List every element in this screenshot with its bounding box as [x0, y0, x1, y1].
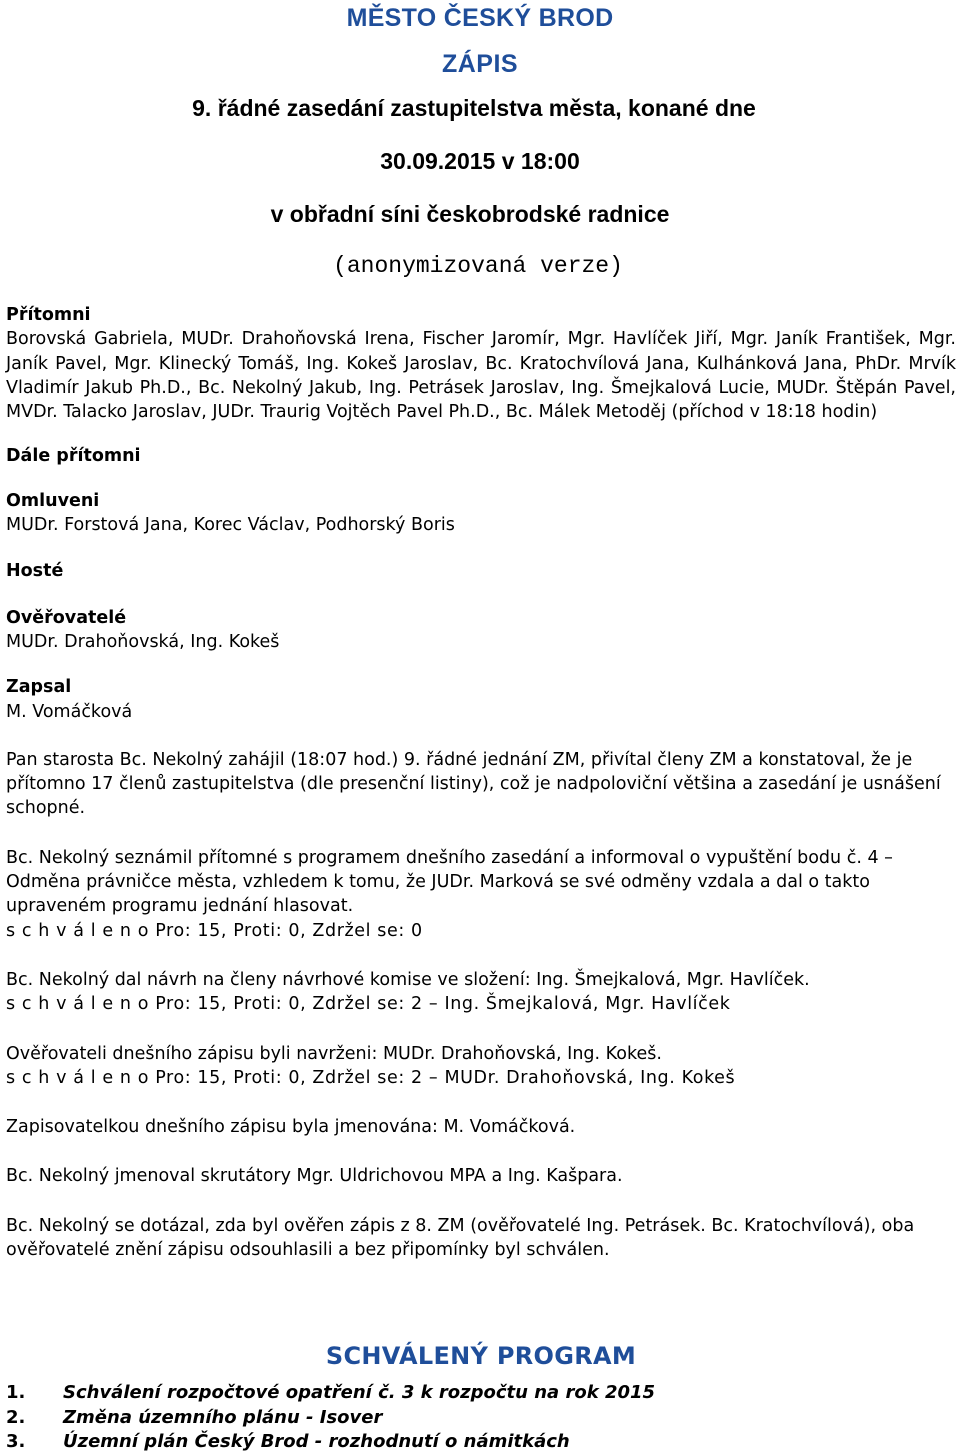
program-item-text: Schválení rozpočtové opatření č. 3 k rozpočtu na rok 2015 [63, 1382, 656, 1403]
meeting-title: 9. řádné zasedání zastupitelstva města, konané dne [192, 95, 756, 121]
city-title: MĚSTO ČESKÝ BROD [346, 4, 614, 32]
meeting-date-time: 30.09.2015 v 18:00 [380, 148, 580, 174]
recorder-name: M. Vomáčková [6, 701, 133, 722]
present-list: Borovská Gabriela, MUDr. Drahoňovská Irena, Fischer Jaromír, Mgr. Havlíček Jiří, Mgr. Janík František, Mgr. Janík Pavel, Mgr. Klinecký Tomáš, Ing. Kokeš Jaroslav, Bc. Kratochvílová Jana, Kulhánková Jana, PhDr. Mrvík Vladimír Jakub Ph.D., Bc. Nekolný Jakub, Ing. Petrásek Jaroslav, Ing. Šmejkalová Lucie, MUDr. Štěpán Pavel, MVDr. Talacko Jaroslav, JUDr. Traurig Vojtěch Pavel Ph.D., Bc. Málek Metoděj (příchod v 18:18 hodin) [6, 329, 956, 423]
meeting-place: v obřadní síni českobrodské radnice [270, 201, 670, 227]
recorder-label: Zapsal [6, 677, 72, 698]
program-intro-paragraph: Bc. Nekolný seznámil přítomné s programem dnešního zasedání a informoval o vypuštění bodu č. 4 – Odměna právničce města, vzhledem k tomu, že JUDr. Marková se své odměny vzdala a dal o takto upraveném programu jednání hlasovat. [6, 847, 893, 917]
excused-list: MUDr. Forstová Jana, Korec Václav, Podhorský Boris [6, 515, 455, 536]
program-item [6, 1430, 956, 1455]
program-item-number: 1. [6, 1382, 26, 1403]
excused-label: Omluveni [6, 490, 100, 511]
verifiers-vote-result: s c h v á l e n o Pro: 15, Proti: 0, Zdržel se: 2 – MUDr. Drahoňovská, Ing. Kokeš [6, 1067, 736, 1088]
recorder-appointment: Zapisovatelkou dnešního zápisu byla jmenována: M. Vomáčková. [6, 1117, 576, 1138]
present-label: Přítomni [6, 305, 91, 325]
verifiers-list: MUDr. Drahoňovská, Ing. Kokeš [6, 631, 280, 652]
verifiers-proposal: Ověřovateli dnešního zápisu byli navrženi: MUDr. Drahoňovská, Ing. Kokeš. [6, 1043, 662, 1064]
committee-vote-result: s c h v á l e n o Pro: 15, Proti: 0, Zdržel se: 2 – Ing. Šmejkalová, Mgr. Havlíček [6, 994, 731, 1015]
scrutineers-appointment: Bc. Nekolný jmenoval skrutátory Mgr. Uldrichovou MPA a Ing. Kašpara. [6, 1166, 623, 1187]
also-present-label: Dále přítomni [6, 446, 141, 467]
verifiers-label: Ověřovatelé [6, 607, 127, 628]
program-item [6, 1406, 956, 1431]
previous-minutes-paragraph: Bc. Nekolný se dotázal, zda byl ověřen zápis z 8. ZM (ověřovatelé Ing. Petrásek. Bc. Kratochvílová), oba ověřovatelé znění zápisu odsouhlasili a bez připomínky byl schválen. [6, 1215, 915, 1261]
program-item-number: 2. [6, 1406, 26, 1428]
program-item-text: Územní plán Český Brod - rozhodnutí o námitkách [63, 1431, 570, 1452]
program-item [6, 1381, 956, 1406]
opening-paragraph: Pan starosta Bc. Nekolný zahájil (18:07 hod.) 9. řádné jednání ZM, přivítal členy ZM a konstatoval, že je přítomno 17 členů zastupitelstva (dle presenční listiny), což je nadpoloviční většina a zasedání je usnášení schopné. [6, 749, 941, 819]
program-item-number: 3. [6, 1431, 26, 1452]
guests-label: Hosté [6, 561, 64, 582]
program-list [6, 1381, 956, 1455]
committee-proposal: Bc. Nekolný dal návrh na členy návrhové komise ve složení: Ing. Šmejkalová, Mgr. Havlíček. [6, 969, 810, 990]
program-item-text: Změna územního plánu - Isover [63, 1406, 383, 1428]
document-type-title: ZÁPIS [441, 50, 519, 78]
anonymized-note: (anonymizovaná verze) [333, 253, 623, 279]
program-title: SCHVÁLENÝ PROGRAM [325, 1342, 637, 1370]
minutes-body [6, 303, 956, 1262]
program-vote-result: s c h v á l e n o Pro: 15, Proti: 0, Zdržel se: 0 [6, 920, 423, 941]
